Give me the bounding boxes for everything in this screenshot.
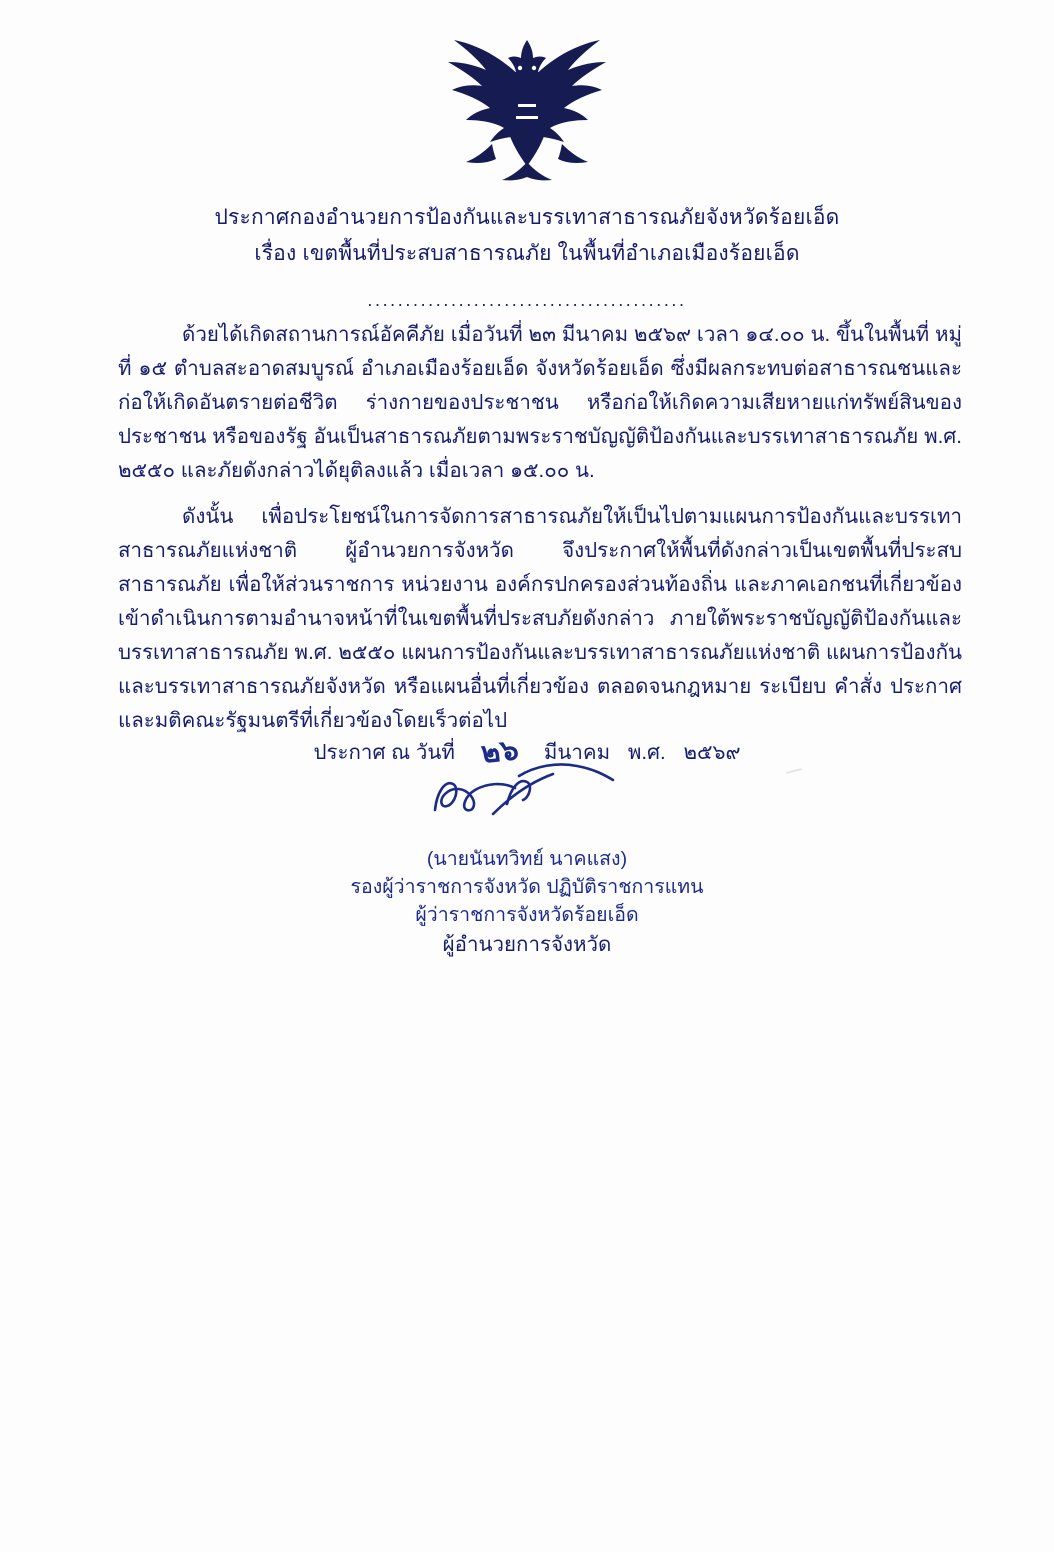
signer-block [0, 845, 1054, 929]
heading-line-1: ประกาศกองอำนวยการป้องกันและบรรเทาสาธารณภัยจังหวัดร้อยเอ็ด [214, 206, 840, 229]
date-year-prefix: พ.ศ. [627, 741, 666, 764]
signer-position-line-2: ผู้ว่าราชการจังหวัดร้อยเอ็ด [415, 904, 639, 926]
dotted-divider: .......................................... [367, 290, 687, 310]
signer-name: (นายนันทวิทย์ นาคแสง) [426, 848, 628, 870]
date-month: มีนาคม [543, 741, 611, 764]
paragraph-1: ด้วยได้เกิดสถานการณ์อัคคีภัย เมื่อวันที่ ๒๓ มีนาคม ๒๕๖๙ เวลา ๑๔.๐๐ น. ขึ้นในพื้นที่ หมู่ที่ ๑๕ ตำบลสะอาดสมบูรณ์ อำเภอเมืองร้อยเอ็ด จังหวัดร้อยเอ็ด ซึ่งมีผลกระทบต่อสาธารณชนและก่อให้เกิดอันตรายต่อชีวิต ร่างกายของประชาชน หรือก่อให้เกิดความเสียหายแก่ทรัพย์สินของประชาชน หรือของรัฐ อันเป็นสาธารณภัยตามพระราชบัญญัติป้องกันและบรรเทาสาธารณภัย พ.ศ. ๒๕๕๐ และภัยดังกล่าวได้ยุติลงแล้ว เมื่อเวลา ๑๕.๐๐ น. [118, 323, 962, 482]
signer-position-line-1: รองผู้ว่าราชการจังหวัด ปฏิบัติราชการแทน [350, 876, 704, 898]
paragraph-2: ดังนั้น เพื่อประโยชน์ในการจัดการสาธารณภัยให้เป็นไปตามแผนการป้องกันและบรรเทาสาธารณภัยแห่งชาติ ผู้อำนวยการจังหวัด จึงประกาศให้พื้นที่ดังกล่าวเป็นเขตพื้นที่ประสบสาธารณภัย เพื่อให้ส่วนราชการ หน่วยงาน องค์กรปกครองส่วนท้องถิ่น และภาคเอกชนที่เกี่ยวข้อง เข้าดำเนินการตามอำนาจหน้าที่ในเขตพื้นที่ประสบภัยดังกล่าว ภายใต้พระราชบัญญัติป้องกันและบรรเทาสาธารณภัย พ.ศ. ๒๕๕๐ แผนการป้องกันและบรรเทาสาธารณภัยแห่งชาติ แผนการป้องกันและบรรเทาสาธารณภัยจังหวัด หรือแผนอื่นที่เกี่ยวข้อง ตลอดจนกฎหมาย ระเบียบ คำสั่ง ประกาศ และมติคณะรัฐมนตรีที่เกี่ยวข้องโดยเร็วต่อไป [118, 505, 962, 732]
emblem-container [0, 24, 1054, 194]
date-prefix: ประกาศ ณ วันที่ [313, 741, 455, 764]
signer-role: ผู้อำนวยการจังหวัด [442, 933, 612, 956]
date-year: ๒๕๖๙ [683, 741, 741, 764]
date-day-handwritten: ๒๖ [478, 732, 520, 770]
heading-line-2: เรื่อง เขตพื้นที่ประสบสาธารณภัย ในพื้นที่อำเภอเมืองร้อยเอ็ด [254, 241, 800, 265]
signature-area [0, 752, 1054, 832]
document-heading [0, 202, 1054, 269]
handwritten-signature-icon [407, 752, 647, 832]
document-body [118, 318, 962, 744]
thai-garuda-emblem [432, 24, 622, 194]
